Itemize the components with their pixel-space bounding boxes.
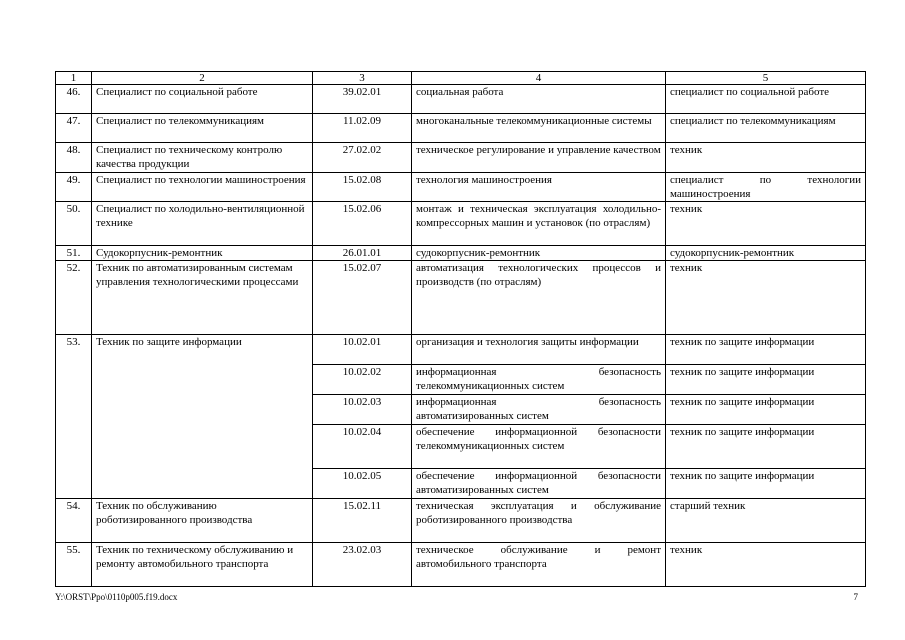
- profession-name-cell: Специалист по технологии машиностроения: [92, 173, 313, 202]
- qualification-cell: специалист по телекоммуникациям: [666, 114, 866, 143]
- table-row: [56, 143, 866, 173]
- specialty-code-cell: 15.02.08: [313, 173, 412, 202]
- row-number-cell: 50.: [56, 202, 92, 246]
- profession-name-cell: Техник по защите информации: [92, 335, 313, 499]
- column-header: 3: [313, 72, 412, 85]
- specialty-code-cell: 10.02.05: [313, 469, 412, 499]
- specialty-name-cell: обеспечение информационной безопасности телекоммуникационных систем: [412, 425, 666, 469]
- profession-name-cell: Техник по автоматизированным системам управления технологическими процессами: [92, 261, 313, 335]
- table-row: [56, 335, 866, 365]
- document-table: [55, 71, 866, 587]
- specialty-name-cell: социальная работа: [412, 85, 666, 114]
- row-number-cell: 53.: [56, 335, 92, 499]
- row-number-cell: 54.: [56, 499, 92, 543]
- specialty-name-cell: техническая эксплуатация и обслуживание роботизированного производства: [412, 499, 666, 543]
- column-header: 4: [412, 72, 666, 85]
- row-number-cell: 49.: [56, 173, 92, 202]
- specialty-name-cell: техническое регулирование и управление качеством: [412, 143, 666, 173]
- profession-name-cell: Судокорпусник-ремонтник: [92, 246, 313, 261]
- column-header: 5: [666, 72, 866, 85]
- specialty-name-cell: информационная безопасность телекоммуникационных систем: [412, 365, 666, 395]
- qualification-cell: техник по защите информации: [666, 365, 866, 395]
- specialty-code-cell: 10.02.01: [313, 335, 412, 365]
- table-row: [56, 202, 866, 246]
- specialty-name-cell: судокорпусник-ремонтник: [412, 246, 666, 261]
- profession-name-cell: Специалист по телекоммуникациям: [92, 114, 313, 143]
- specialty-name-cell: обеспечение информационной безопасности автоматизированных систем: [412, 469, 666, 499]
- profession-name-cell: Специалист по техническому контролю качества продукции: [92, 143, 313, 173]
- specialty-code-cell: 26.01.01: [313, 246, 412, 261]
- specialty-code-cell: 39.02.01: [313, 85, 412, 114]
- specialty-name-cell: информационная безопасность автоматизированных систем: [412, 395, 666, 425]
- specialty-code-cell: 11.02.09: [313, 114, 412, 143]
- qualification-cell: специалист по социальной работе: [666, 85, 866, 114]
- table-row: [56, 173, 866, 202]
- specialty-code-cell: 10.02.04: [313, 425, 412, 469]
- row-number-cell: 46.: [56, 85, 92, 114]
- qualification-cell: техник: [666, 143, 866, 173]
- specialty-code-cell: 27.02.02: [313, 143, 412, 173]
- specialty-name-cell: многоканальные телекоммуникационные системы: [412, 114, 666, 143]
- table-row: [56, 85, 866, 114]
- specialty-code-cell: 10.02.03: [313, 395, 412, 425]
- specialty-code-cell: 15.02.07: [313, 261, 412, 335]
- qualification-cell: специалист по технологии машиностроения: [666, 173, 866, 202]
- specialty-code-cell: 23.02.03: [313, 543, 412, 587]
- page-number: 7: [853, 592, 858, 602]
- profession-name-cell: Специалист по холодильно-вентиляционной технике: [92, 202, 313, 246]
- row-number-cell: 48.: [56, 143, 92, 173]
- column-header: 1: [56, 72, 92, 85]
- header-row: [56, 72, 866, 85]
- row-number-cell: 47.: [56, 114, 92, 143]
- qualification-cell: техник по защите информации: [666, 395, 866, 425]
- qualification-cell: техник по защите информации: [666, 335, 866, 365]
- qualification-cell: судокорпусник-ремонтник: [666, 246, 866, 261]
- qualification-cell: техник: [666, 261, 866, 335]
- table-row: [56, 261, 866, 335]
- column-header: 2: [92, 72, 313, 85]
- profession-name-cell: Специалист по социальной работе: [92, 85, 313, 114]
- specialty-name-cell: организация и технология защиты информации: [412, 335, 666, 365]
- row-number-cell: 55.: [56, 543, 92, 587]
- specialty-name-cell: технология машиностроения: [412, 173, 666, 202]
- qualification-cell: техник: [666, 202, 866, 246]
- qualification-cell: старший техник: [666, 499, 866, 543]
- table-row: [56, 499, 866, 543]
- file-path: Y:\ORST\Ppo\0110p005.f19.docx: [55, 592, 178, 602]
- row-number-cell: 51.: [56, 246, 92, 261]
- table-row: [56, 114, 866, 143]
- specialty-code-cell: 15.02.06: [313, 202, 412, 246]
- profession-name-cell: Техник по техническому обслуживанию и ремонту автомобильного транспорта: [92, 543, 313, 587]
- row-number-cell: 52.: [56, 261, 92, 335]
- qualification-cell: техник: [666, 543, 866, 587]
- specialty-name-cell: техническое обслуживание и ремонт автомобильного транспорта: [412, 543, 666, 587]
- qualification-cell: техник по защите информации: [666, 469, 866, 499]
- specialty-name-cell: монтаж и техническая эксплуатация холодильно-компрессорных машин и установок (по отраслям): [412, 202, 666, 246]
- specialty-name-cell: автоматизация технологических процессов и производств (по отраслям): [412, 261, 666, 335]
- qualification-cell: техник по защите информации: [666, 425, 866, 469]
- profession-name-cell: Техник по обслуживанию роботизированного производства: [92, 499, 313, 543]
- table-row: [56, 543, 866, 587]
- specialty-code-cell: 10.02.02: [313, 365, 412, 395]
- specialty-code-cell: 15.02.11: [313, 499, 412, 543]
- table-row: [56, 246, 866, 261]
